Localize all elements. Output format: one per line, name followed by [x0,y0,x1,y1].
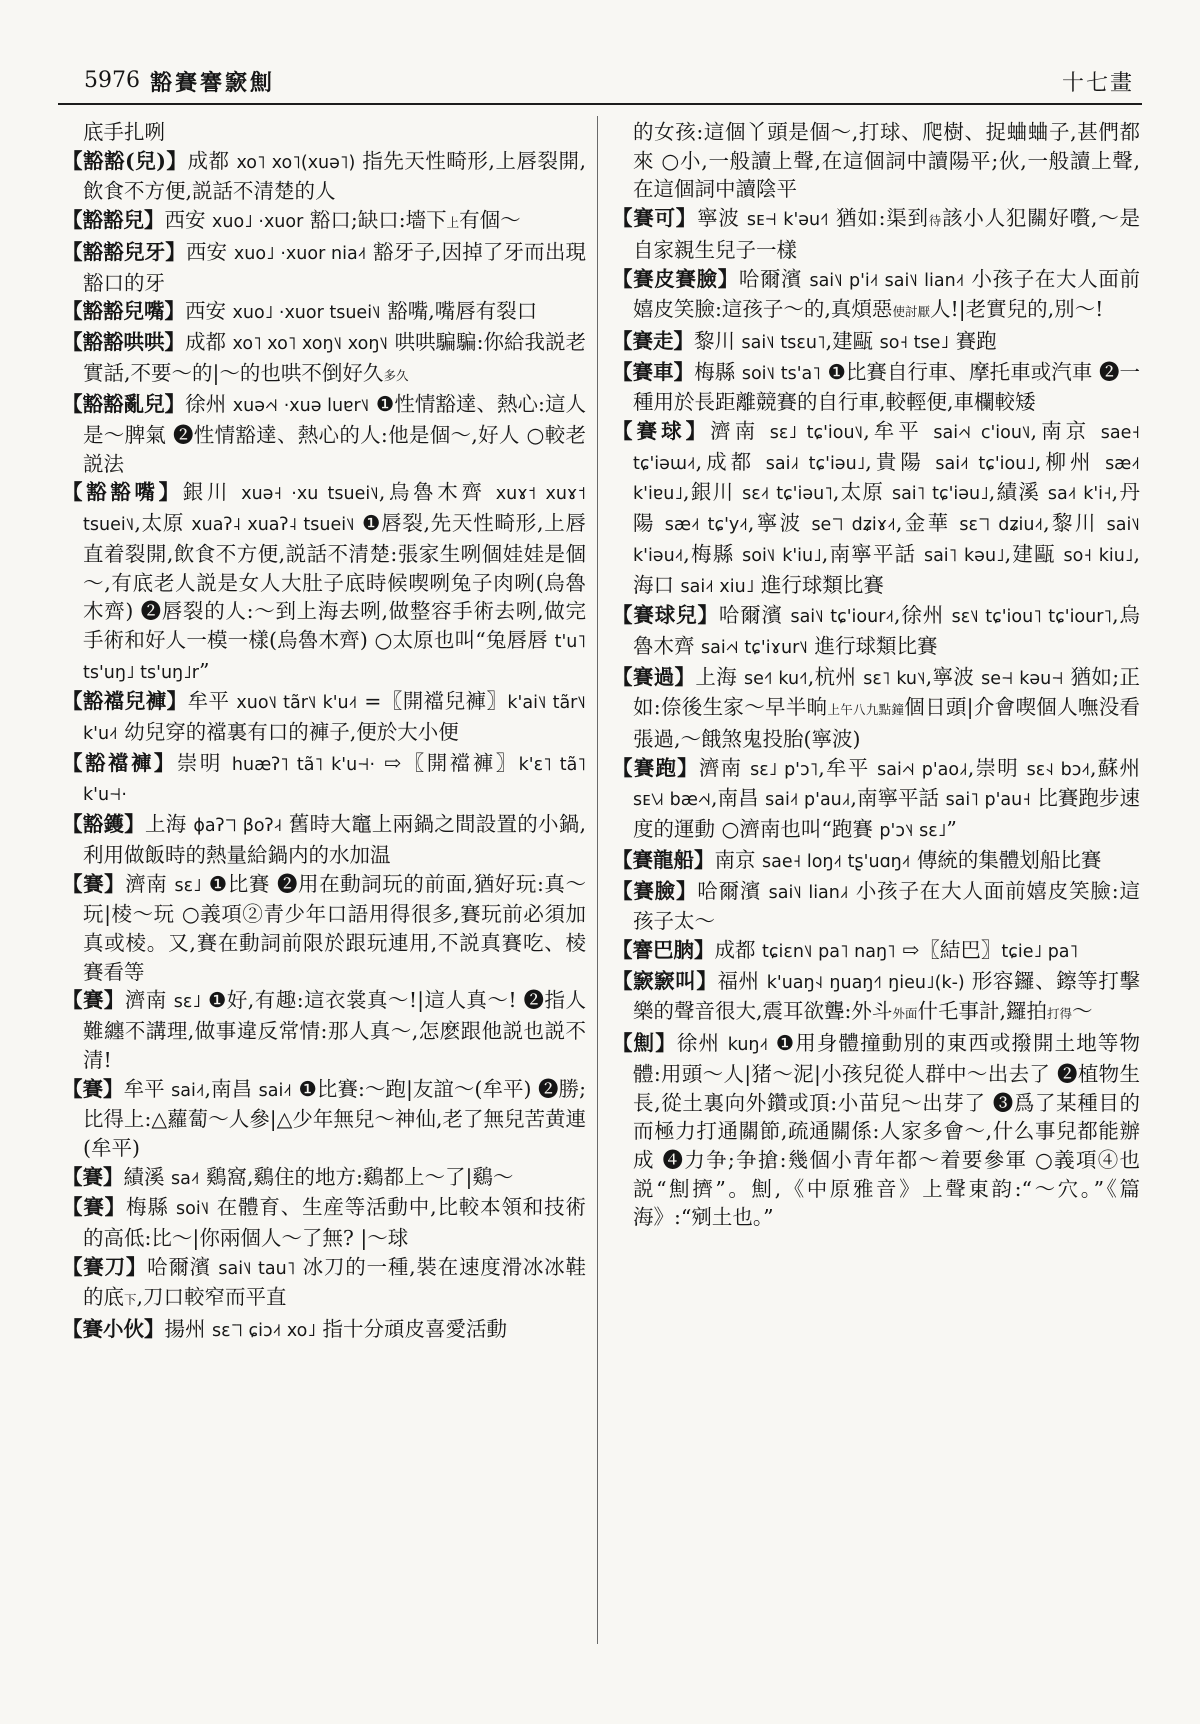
entry-text: 鷄窩,鷄住的地方:鷄都上～了|鷄～ [199,1164,514,1189]
entry-text: 上海 [695,664,744,689]
phonetic-transcription: kuŋ˨˦ [727,1035,769,1056]
entry-text: ,烏魯木齊 [633,603,1140,658]
entry-headword: 【賽跑】 [612,755,699,780]
phonetic-transcription: sɛ˥˥ dʑiu˨˦ [959,515,1044,536]
phonetic-transcription: sᴇ˥˩˧ bæ˨˦˨ [633,790,712,811]
entry-text: =〖開襠兒褲〗 [357,689,508,714]
entry-text: ” [946,817,957,842]
dictionary-entry [62,1253,586,1315]
phonetic-transcription: sai˥˩ tɕ'iour˨˦ [790,607,895,628]
entry-text: 哈爾濱 [147,1254,219,1279]
entry-text: ,金華 [895,511,960,536]
entry-text: 成都 [714,937,763,962]
entry-text: 梅縣 [126,1195,177,1220]
entry-text: 有個～ [459,208,521,233]
phonetic-transcription: sɛ˨˦ tɕ'iəu˥ [742,484,833,505]
dictionary-entry [62,238,586,297]
entry-text: 西安 [164,208,213,233]
phonetic-transcription: soi˥˩ k'iu˩ [742,545,822,566]
phonetic-transcription: sai˨˦˨ p'ao˩˧ [877,759,968,780]
entry-text: 形容鑼、鑔等打擊樂的聲音很大,震耳欲聾:外斗 [633,968,1140,1024]
entry-headword: 【賽過】 [612,664,696,689]
entry-text: ,黎川 [1043,511,1107,536]
entry-headword: 【豁豁哄哄】 [62,329,186,354]
phonetic-transcription: sɛ˩ p'ɔ˥ [750,759,819,780]
phonetic-transcription: k'uaŋ˧˨ ŋuaŋ˧˥ ŋieu˩(k-) [766,972,965,993]
entry-text: 哈爾濱 [697,878,769,903]
small-gloss-annotation: 待 [928,213,943,229]
entry-text: 小孩子在大人面前嬉皮笑臉:這孩子～的,真煩惡 [633,266,1140,322]
entry-headword: 【豁豁兒牙】 [62,239,186,264]
entry-text: 西安 [185,239,234,264]
phonetic-transcription: xuo˥˩ tãr˥˩ k'u˨˦ [236,693,358,714]
entry-text: 績溪 [123,1164,172,1189]
entry-headword: 【賽龍船】 [612,847,715,872]
entry-text: 猶如;正如:倷後生家～早半晌 [633,664,1140,720]
entry-text: ,太原 [134,511,192,536]
entry-text: 牟平 [123,1076,172,1101]
dictionary-entry [62,1163,586,1194]
entry-text: 揚州 [164,1317,213,1342]
entry-headword: 【賽小伙】 [62,1317,165,1342]
entry-headword: 【賽刀】 [62,1254,148,1279]
dictionary-entry [612,754,1140,846]
dictionary-entry [62,810,586,869]
entry-text: ,南寧平話 [850,786,946,811]
entry-text: 什乇事計,鑼拍 [917,999,1047,1024]
phonetic-transcription: sɛ˩ [174,875,202,896]
entry-text: 哈爾濱 [738,266,810,291]
entry-text: 梅縣 [694,359,742,384]
entry-text: ,寧波 [925,664,982,689]
entry-headword: 【賽】 [62,1164,124,1189]
phonetic-transcription: sɛ˩ tɕ'iou˥˩ [769,423,864,444]
page-number: 5976 [84,68,140,93]
entry-text: ,南昌 [204,1076,259,1101]
phonetic-transcription: soi˥˩ ts'a˥ [741,363,821,384]
entry-text: 哈爾濱 [718,603,791,628]
phonetic-transcription: sai˨˦ [171,1080,205,1101]
dictionary-entry [612,967,1140,1029]
dictionary-entry [62,1075,586,1163]
dictionary-entry [62,687,586,748]
entry-text: ,蘇州 [1090,755,1140,780]
dictionary-entry [612,204,1140,264]
entry-text: 銀川 [182,480,242,505]
entry-text: ,銀川 [683,480,743,505]
entry-text: 寧波 [697,206,747,231]
small-gloss-annotation: 上午八九點鐘 [827,702,905,718]
entry-text: 小孩子在大人面前嬉皮笑臉:這孩子太～ [633,878,1140,934]
small-gloss-annotation: 打得 [1046,1006,1072,1022]
entry-text: 底手扎咧 [83,120,165,144]
phonetic-transcription: sai˨˦˨ tɕ'iɤur˥˩ [701,637,808,658]
entry-text: ,南寧平話 [821,541,924,566]
phonetic-transcription: xuə˧ ·xu tsuei˥˩ [241,484,379,505]
entry-continuation [612,118,1140,204]
entry-text: 的女孩:這個丫頭是個～,打球、爬樹、捉蛐蛐子,甚們都來 ○小,一般讀上聲,在這個詞中讀陽平;伙,一般讀上聲,在這個詞中讀陰平 [633,120,1140,202]
entry-text: 徐州 [676,1031,728,1056]
entry-text: 牟平 [187,689,237,714]
phonetic-transcription: tɕie˩ pa˥ [1001,941,1079,962]
entry-text: 該小人犯關好嚽,～是自家親生兒子一樣 [633,206,1140,262]
entry-text: 豁牙子,因掉了牙而出現豁口的牙 [83,239,586,295]
entry-headword: 【豁豁兒】 [62,208,165,233]
phonetic-transcription: xuo˩ ·xuor tsuei˥˩ [232,303,381,324]
entry-text: ,成都 [695,449,766,474]
phonetic-transcription: sai˨˦ tɕ'iou˩ [935,453,1035,474]
dictionary-entry [612,601,1140,662]
phonetic-transcription: xuɤ˦ xuɤ˦ tsuei˥˩ [83,484,586,536]
dictionary-entry [612,1029,1140,1232]
dictionary-entry [62,390,586,478]
entry-headword: 【豁豁嘴】 [62,480,183,505]
phonetic-transcription: sai˥˩ p'i˨˦ sai˥˩ lian˨˦ [809,270,965,291]
entry-text: ,績溪 [988,480,1048,505]
entry-text: 成都 [187,148,237,173]
phonetic-transcription: tɕiɛn˥˩ pa˥ naŋ˥ [762,941,896,962]
right-column [612,118,1140,1232]
entry-text: ,徐州 [894,603,952,628]
phonetic-transcription: se˧˧ kəu˧˧ [981,668,1064,689]
entry-headword: 【豁豁(兒)】 [62,148,188,173]
entry-text: ,南京 [1030,419,1101,444]
phonetic-transcription: xuo˩ ·xuor nia˨˦ [233,243,367,264]
entry-text: ～ [1072,999,1093,1024]
phonetic-transcription: p'ɔ˥˨ sɛ˩ [879,821,947,842]
entry-headword: 【賽可】 [612,206,698,231]
phonetic-transcription: sai˨˦ [258,1080,292,1101]
dictionary-entry [62,297,586,328]
phonetic-transcription: sai˥˩ tsɛu˥ [741,332,826,353]
entry-text: 黎川 [694,328,742,353]
phonetic-transcription: xuo˩ ·xuor [212,212,304,233]
entry-text: ❶用身體撞動別的東西或撥開土地等物體:用頭～人|猪～泥|小孩兒從人群中～出去了 ❷植物生長,從土裏向外鑽或頂:小苗兒～出芽了 ❸爲了某種目的而極力打通關節,疏通關係:人家多會～,什么事兒都能辦成 ❹力争;争搶:幾個小青年都～着要參軍 ○義項④也説“劁擠”。劁,《中原雅音》上聲東韵:“～穴。”《篇海》:“剜土也。” [633,1031,1141,1230]
phonetic-transcription: soi˥˩ [176,1199,210,1220]
entry-text: 豁嘴,嘴唇有裂口 [380,299,538,324]
entry-text: 進行球類比賽 [807,633,938,658]
entry-text: ❶比賽 ❷用在動詞玩的前面,猶好玩:真～玩|棱～玩 ○義項②青少年口語用得很多,賽玩前必須加真或棱。又,賽在動詞前限於跟玩連用,不説真賽吃、棱賽看等 [83,871,587,984]
entry-text: ,南昌 [711,786,766,811]
entry-text: 徐州 [185,392,233,417]
entry-text: ❶比賽:～跑|友誼～(牟平) ❷勝;比得上:△蘿蔔～人參|△少年無兒～神仙,老了無兒苦黄連(牟平) [83,1076,586,1160]
phonetic-transcription: so˧ tse˩ [879,332,950,353]
entry-text: 濟南 [698,755,751,780]
entry-headword: 【豁豁兒嘴】 [62,299,185,324]
entry-headword: 【賽球】 [612,419,711,444]
phonetic-transcription: sæ˨˦ k'iɐu˩ [633,453,1140,505]
dictionary-entry [62,870,586,987]
entry-text: ,杭州 [807,664,864,689]
entry-text: 成都 [185,329,233,354]
phonetic-transcription: sa˨˦ [171,1168,200,1189]
dictionary-entry [612,846,1140,877]
entry-text: ,寧波 [747,511,812,536]
phonetic-transcription: sae˧ loŋ˨˦ tʂ'uɑŋ˨˦ [762,851,911,872]
entry-text: ,建甌 [825,328,880,353]
entry-headword: 【窾窾叫】 [612,968,718,993]
phonetic-transcription: se˥˥ dʑiɤ˨˦ [811,515,896,536]
entry-text: ,刀口較窄而平直 [136,1285,287,1310]
dictionary-entry [62,478,586,687]
phonetic-transcription: sæ˨˦ tɕ'y˨˦ [664,515,748,536]
entry-text: ,牟平 [818,755,878,780]
entry-headword: 【謇巴朒】 [612,937,715,962]
dictionary-entry [62,1315,586,1346]
entry-headword: 【賽】 [62,1076,124,1101]
phonetic-transcription: sai˥˩ tau˥ [218,1258,296,1279]
entry-text: 濟南 [124,988,174,1013]
entry-headword: 【賽】 [62,1195,127,1220]
entry-text: 進行球類比賽 [754,572,884,597]
entry-text: ,貴陽 [865,449,936,474]
small-gloss-annotation: 外面 [892,1006,918,1022]
dictionary-entry [62,147,586,206]
entry-text: 賽跑 [949,328,997,353]
entry-headword: 【賽臉】 [612,878,698,903]
phonetic-transcription: sai˨˦˨ c'iou˥˩ [933,423,1031,444]
phonetic-transcription: xuə˨˦˨ ·xuə luɐr˥˩ [232,396,370,417]
entry-text: ,牟平 [863,419,934,444]
entry-text: ❶性情豁達、熱心:這人是～脾氣 ❷性情豁達、熱心的人:他是個～,好人 ○較老説法 [83,392,586,476]
entry-text: ❶唇裂,先天性畸形,上唇直着裂開,飲食不方便,説話不清楚:張家生咧個娃娃是個～,有底老人説是女人大肚子底時候喫咧兔子肉咧(烏魯木齊) ❷唇裂的人:～到上海去咧,做整容手術去咧,做完手術和好人一模一樣(烏魯木齊) ○太原也叫“兔唇唇 [83,511,586,652]
entry-text: 指十分頑皮喜愛活動 [315,1317,508,1342]
entry-text: 上海 [145,812,194,837]
entry-text: ❶好,有趣:這衣裳真～!|這人真～! ❷指人難纏不講理,做事違反常情:那人真～,怎麽跟他説也説不清! [83,988,586,1072]
entry-text: ,崇明 [967,755,1027,780]
phonetic-transcription: sai˨˦ xiu˩ [680,576,755,597]
phonetic-transcription: ɸaʔ˥˥ βoʔ˨˧ [193,816,283,837]
phonetic-transcription: sai˥˩ k'iəu˨˦ [633,515,1140,566]
phonetic-transcription: so˧ kiu˩ [1063,545,1134,566]
phonetic-transcription: sai˨˦ p'au˩˧ [765,790,851,811]
column-divider [597,116,598,1644]
entry-headword: 【豁鑊】 [62,812,146,837]
entry-headword: 【賽】 [62,871,126,896]
entry-headword: 【賽皮賽臉】 [612,266,739,291]
entry-text: ⇨〖結巴〗 [895,937,1002,962]
phonetic-transcription: xo˥ xo˥ xoŋ˥˩ xoŋ˥˩ [232,333,389,354]
stroke-section: 十七畫 [1061,71,1134,96]
dictionary-entry [612,417,1140,601]
entry-headword: 【豁豁亂兒】 [62,392,186,417]
entry-headword: 【賽走】 [612,328,694,353]
phonetic-transcription: sɛ˥ ku˥˨ [863,668,926,689]
entry-text: ❶比賽自行車、摩托車或汽車 ❷一種用於長距離競賽的自行車,較輕便,車欄較矮 [633,359,1140,415]
entry-text: ,太原 [832,480,892,505]
dictionary-entry [62,749,586,810]
entry-text: 傳統的集體划船比賽 [910,847,1102,872]
dictionary-entry [612,663,1140,754]
small-gloss-annotation: 下 [124,1292,137,1308]
entry-text: 舊時大竈上兩鍋之間設置的小鍋,利用做飯時的熱量給鍋内的水加温 [83,812,586,867]
phonetic-transcription: sae˧ tɕ'iəɯ˨˦ [633,423,1140,474]
dictionary-entry [62,986,586,1074]
entry-text: 比賽跑步速度的運動 ○濟南也叫“跑賽 [633,786,1140,842]
phonetic-transcription: sa˨˦ k'i˧ [1047,484,1112,505]
phonetic-transcription: k'ɛ˥ tã˥ k'u˧˧· [83,754,586,806]
entry-headword: 【豁襠褲】 [62,750,177,775]
small-gloss-annotation: 使討厭 [892,304,930,320]
dictionary-entry [612,877,1140,936]
entry-text: 在體育、生産等活動中,比較本領和技術的高低:比～|你兩個人～了無? |～球 [83,1195,586,1251]
entry-text: 人!|老實兒的,別～! [929,297,1104,322]
small-gloss-annotation: 多久 [383,367,409,383]
entry-text: 個日頭|介會喫個人嘸没看張過,～餓煞鬼投胎(寧波) [633,695,1141,752]
phonetic-transcription: sɛ˥˩ tɕ'iou˥ tɕ'iour˥ [951,607,1113,628]
dictionary-entry [612,327,1140,358]
phonetic-transcription: xuaʔ˨ xuaʔ˨ tsuei˥˩ [191,515,355,536]
entry-text: ,海口 [633,541,1140,597]
header-rule [58,103,1142,105]
entry-text: 濟南 [710,419,770,444]
entry-text: 崇明 [176,750,232,775]
phonetic-transcription: se˧˥ ku˧˥ [744,668,808,689]
left-column [62,118,586,1346]
entry-text: 豁口;缺口:墻下 [303,208,447,233]
entry-headword: 【賽】 [62,988,125,1013]
entry-text: ⇨〖開襠褲〗 [375,750,519,775]
phonetic-transcription: k'ai˥˩ tãr˥˩ k'u˨˦ [83,693,586,745]
dictionary-entry [612,358,1140,417]
entry-text: 幼兒穿的襠裏有口的褲子,便於大小便 [117,720,459,745]
phonetic-transcription: sai˥ p'au˧ [945,790,1031,811]
phonetic-transcription: sai˥˩ lian˩˧ [768,882,849,903]
entry-text: 濟南 [125,871,175,896]
entry-text: ,烏魯木齊 [378,480,496,505]
entry-continuation [62,118,586,147]
phonetic-transcription: sɛ˧˨ bɔ˨˦ [1026,759,1091,780]
entry-headword: 【劁】 [612,1031,677,1056]
headword-range: 豁賽謇窾劁 [150,70,276,96]
entry-text: ,柳州 [1034,449,1106,474]
entry-text: 南京 [714,847,763,872]
dictionary-entry [62,206,586,238]
phonetic-transcription: sai˥ kəu˩ [923,545,1005,566]
entry-headword: 【豁襠兒褲】 [62,689,188,714]
phonetic-transcription: sai˥ tɕ'iəu˩ [891,484,989,505]
entry-text: 冰刀的一種,裝在速度滑冰冰鞋的底 [83,1254,586,1310]
entry-text: 指先天性畸形,上唇裂開,飲食不方便,説話不清楚的人 [83,148,586,204]
phonetic-transcription: sɛ˩ [173,992,202,1013]
entry-headword: 【賽球兒】 [612,603,719,628]
phonetic-transcription: sɛ˥˥ ɕiɔ˨˦ xo˩ [212,1321,316,1342]
dictionary-entry [612,265,1140,327]
phonetic-transcription: t'u˥ ts'uŋ˩ ts'uŋ˩r [83,631,586,683]
dictionary-entry [612,936,1140,967]
dictionary-entry [62,1193,586,1252]
dictionary-entry [62,328,586,390]
entry-text: ,梅縣 [683,541,743,566]
phonetic-transcription: sai˩˧ tɕ'iəu˩ [765,453,866,474]
entry-headword: 【賽車】 [612,359,695,384]
phonetic-transcription: sᴇ˧˧ k'əu˧˥ [746,210,829,231]
entry-text: 福州 [717,968,767,993]
entry-text: 猶如:渠到 [828,206,929,231]
phonetic-transcription: xo˥ xo˥(xuə˥) [236,152,356,173]
entry-text: 西安 [185,299,233,324]
entry-text: ” [198,658,210,683]
entry-text: ,建甌 [1004,541,1064,566]
entry-text: ,丹陽 [633,480,1140,536]
phonetic-transcription: huæʔ˥ tã˥ k'u˧˧· [231,754,376,775]
entry-text: 哄哄騙騙:你給我説老實話,不要～的|～的也哄不倒好久 [83,329,586,385]
small-gloss-annotation: 上 [446,215,460,231]
